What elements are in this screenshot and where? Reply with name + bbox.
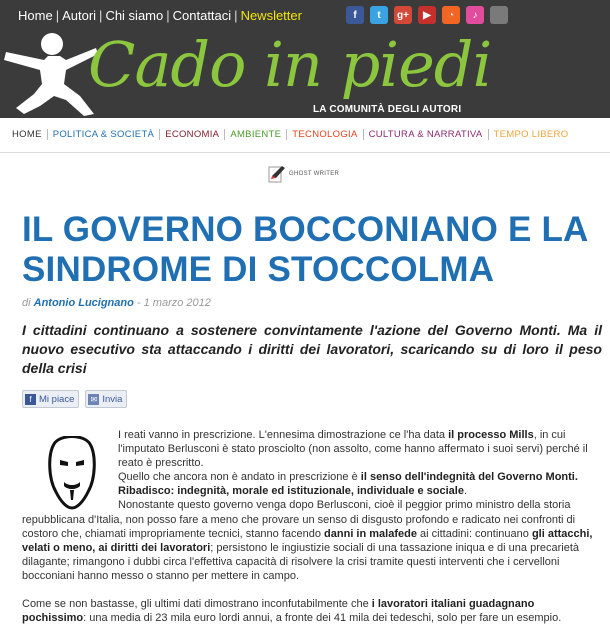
apple-icon[interactable] bbox=[490, 6, 508, 24]
nav-contattaci-link[interactable]: Contattaci bbox=[172, 8, 232, 23]
facebook-like-button[interactable] bbox=[22, 390, 79, 408]
ghostwriter-badge[interactable] bbox=[268, 164, 339, 184]
text-run: : una media di 23 mila euro lordi annui, a fronte dei 41 mila dei tedeschi, solo per fare un esempio. bbox=[83, 612, 562, 625]
ghostwriter-label: GHOST WRITER bbox=[289, 171, 340, 177]
text-run: Quello che ancora non è andato in prescrizione è bbox=[118, 471, 361, 484]
nav-separator: | bbox=[234, 8, 238, 23]
article-paragraph bbox=[22, 597, 600, 625]
article-body bbox=[22, 428, 600, 625]
youtube-icon[interactable]: ▶ bbox=[418, 6, 436, 24]
google-plus-icon[interactable]: g+ bbox=[394, 6, 412, 24]
facebook-icon[interactable]: f bbox=[346, 6, 364, 24]
category-cultura-narrativa[interactable] bbox=[363, 129, 488, 140]
category-ambiente[interactable] bbox=[224, 129, 286, 140]
byline-prefix: di bbox=[22, 297, 31, 309]
send-icon: ✉ bbox=[88, 394, 99, 405]
top-navigation bbox=[18, 8, 302, 23]
text-run: . bbox=[463, 485, 468, 498]
nav-separator: | bbox=[166, 8, 170, 23]
bold-text: danni in malafede bbox=[324, 527, 417, 540]
itunes-icon[interactable]: ♪ bbox=[466, 6, 484, 24]
article-title: IL GOVERNO BOCCONIANO E LA SINDROME DI STOCCOLMA bbox=[22, 210, 588, 289]
site-tagline: LA COMUNITÀ DEGLI AUTORI bbox=[313, 104, 462, 115]
text-run: I reati vanno in prescrizione. L'ennesima dimostrazione ce l'ha data bbox=[118, 429, 449, 441]
category-label: AMBIENTE bbox=[230, 129, 282, 140]
article-subtitle: I cittadini continuano a sostenere convintamente l'azione del Governo Monti. Ma il nuovo esecutivo sta attaccando i diritti dei lavoratori, scaricando su di loro il peso della crisi bbox=[22, 322, 602, 376]
bold-text: i lavoratori italiani guadagnano pochissimo bbox=[22, 598, 535, 625]
nav-chi-siamo-link[interactable]: Chi siamo bbox=[105, 8, 164, 23]
category-label: CULTURA & NARRATIVA bbox=[368, 129, 483, 140]
site-logo-text[interactable]: Cado in piedi bbox=[88, 28, 492, 101]
text-run: Nonostante questo governo venga dopo Berlusconi, cioè il peggior primo ministro della storia repubblicana d'Italia, non posso fare a meno che provare un senso di disgusto profondo e radicato nei confronti di costoro che, chiamati impropriamente tecnici, stanno facendo bbox=[22, 499, 576, 540]
category-tempo-libero[interactable] bbox=[488, 129, 574, 140]
bold-text: il processo Mills bbox=[448, 429, 534, 441]
category-label: TEMPO LIBERO bbox=[493, 129, 569, 140]
article-paragraph bbox=[118, 470, 600, 498]
category-economia[interactable] bbox=[159, 129, 224, 140]
category-label: HOME bbox=[12, 129, 42, 140]
nav-newsletter-link[interactable]: Newsletter bbox=[240, 8, 302, 23]
category-label: TECNOLOGIA bbox=[292, 129, 358, 140]
ghostwriter-hand-icon bbox=[268, 164, 286, 184]
jumping-man-logo-icon[interactable] bbox=[0, 30, 100, 118]
like-label: Mi piace bbox=[39, 393, 75, 405]
twitter-icon[interactable]: t bbox=[370, 6, 388, 24]
bold-text: gli attacchi, velati o meno, ai diritti dei lavoratori bbox=[22, 527, 593, 554]
text-run: ai cittadini: continuano bbox=[416, 527, 532, 540]
article-byline bbox=[22, 297, 211, 309]
category-label: POLITICA & SOCIETÀ bbox=[52, 129, 155, 140]
nav-home-link[interactable]: Home bbox=[18, 8, 53, 23]
facebook-send-button[interactable] bbox=[85, 390, 127, 408]
text-run: , in cui l'imputato Berlusconi è stato prosciolto (non assolto, come hanno affermato i suoi servi) perché il reato è prescritto. bbox=[118, 429, 588, 470]
category-navigation bbox=[0, 118, 610, 153]
site-header bbox=[0, 0, 610, 118]
article-date: 1 marzo 2012 bbox=[143, 297, 211, 309]
date-separator: - bbox=[136, 297, 141, 309]
nav-autori-link[interactable]: Autori bbox=[62, 8, 97, 23]
category-label: ECONOMIA bbox=[165, 129, 220, 140]
rss-icon[interactable]: ◔ bbox=[442, 6, 460, 24]
nav-separator: | bbox=[99, 8, 103, 23]
category-politica-societa[interactable] bbox=[47, 129, 159, 140]
nav-separator: | bbox=[55, 8, 60, 23]
facebook-icon: f bbox=[25, 394, 36, 405]
author-link[interactable]: Antonio Lucignano bbox=[33, 297, 134, 309]
send-label: Invia bbox=[102, 393, 123, 405]
text-run: ; persistono le ingiustizie sociali di una tassazione iniqua e di una precarietà dilagante; rimangono i dubbi circa l'effettiva capacità di risolvere la crisi tramite questi interventi che i cervelloni bocconiani hanno messo o stanno per mettere in campo. bbox=[22, 541, 580, 582]
article-paragraph bbox=[118, 428, 600, 470]
share-buttons bbox=[22, 390, 127, 408]
category-tecnologia[interactable] bbox=[286, 129, 362, 140]
social-icons bbox=[346, 6, 508, 24]
text-run: Come se non bastasse, gli ultimi dati dimostrano inconfutabilmente che bbox=[22, 598, 372, 611]
bold-text: il senso dell'indegnità del Governo Monti. Ribadisco: indegnità, morale ed istituzionale, individuale e sociale bbox=[118, 471, 578, 498]
article-paragraph bbox=[22, 498, 600, 583]
category-home[interactable] bbox=[10, 129, 47, 140]
